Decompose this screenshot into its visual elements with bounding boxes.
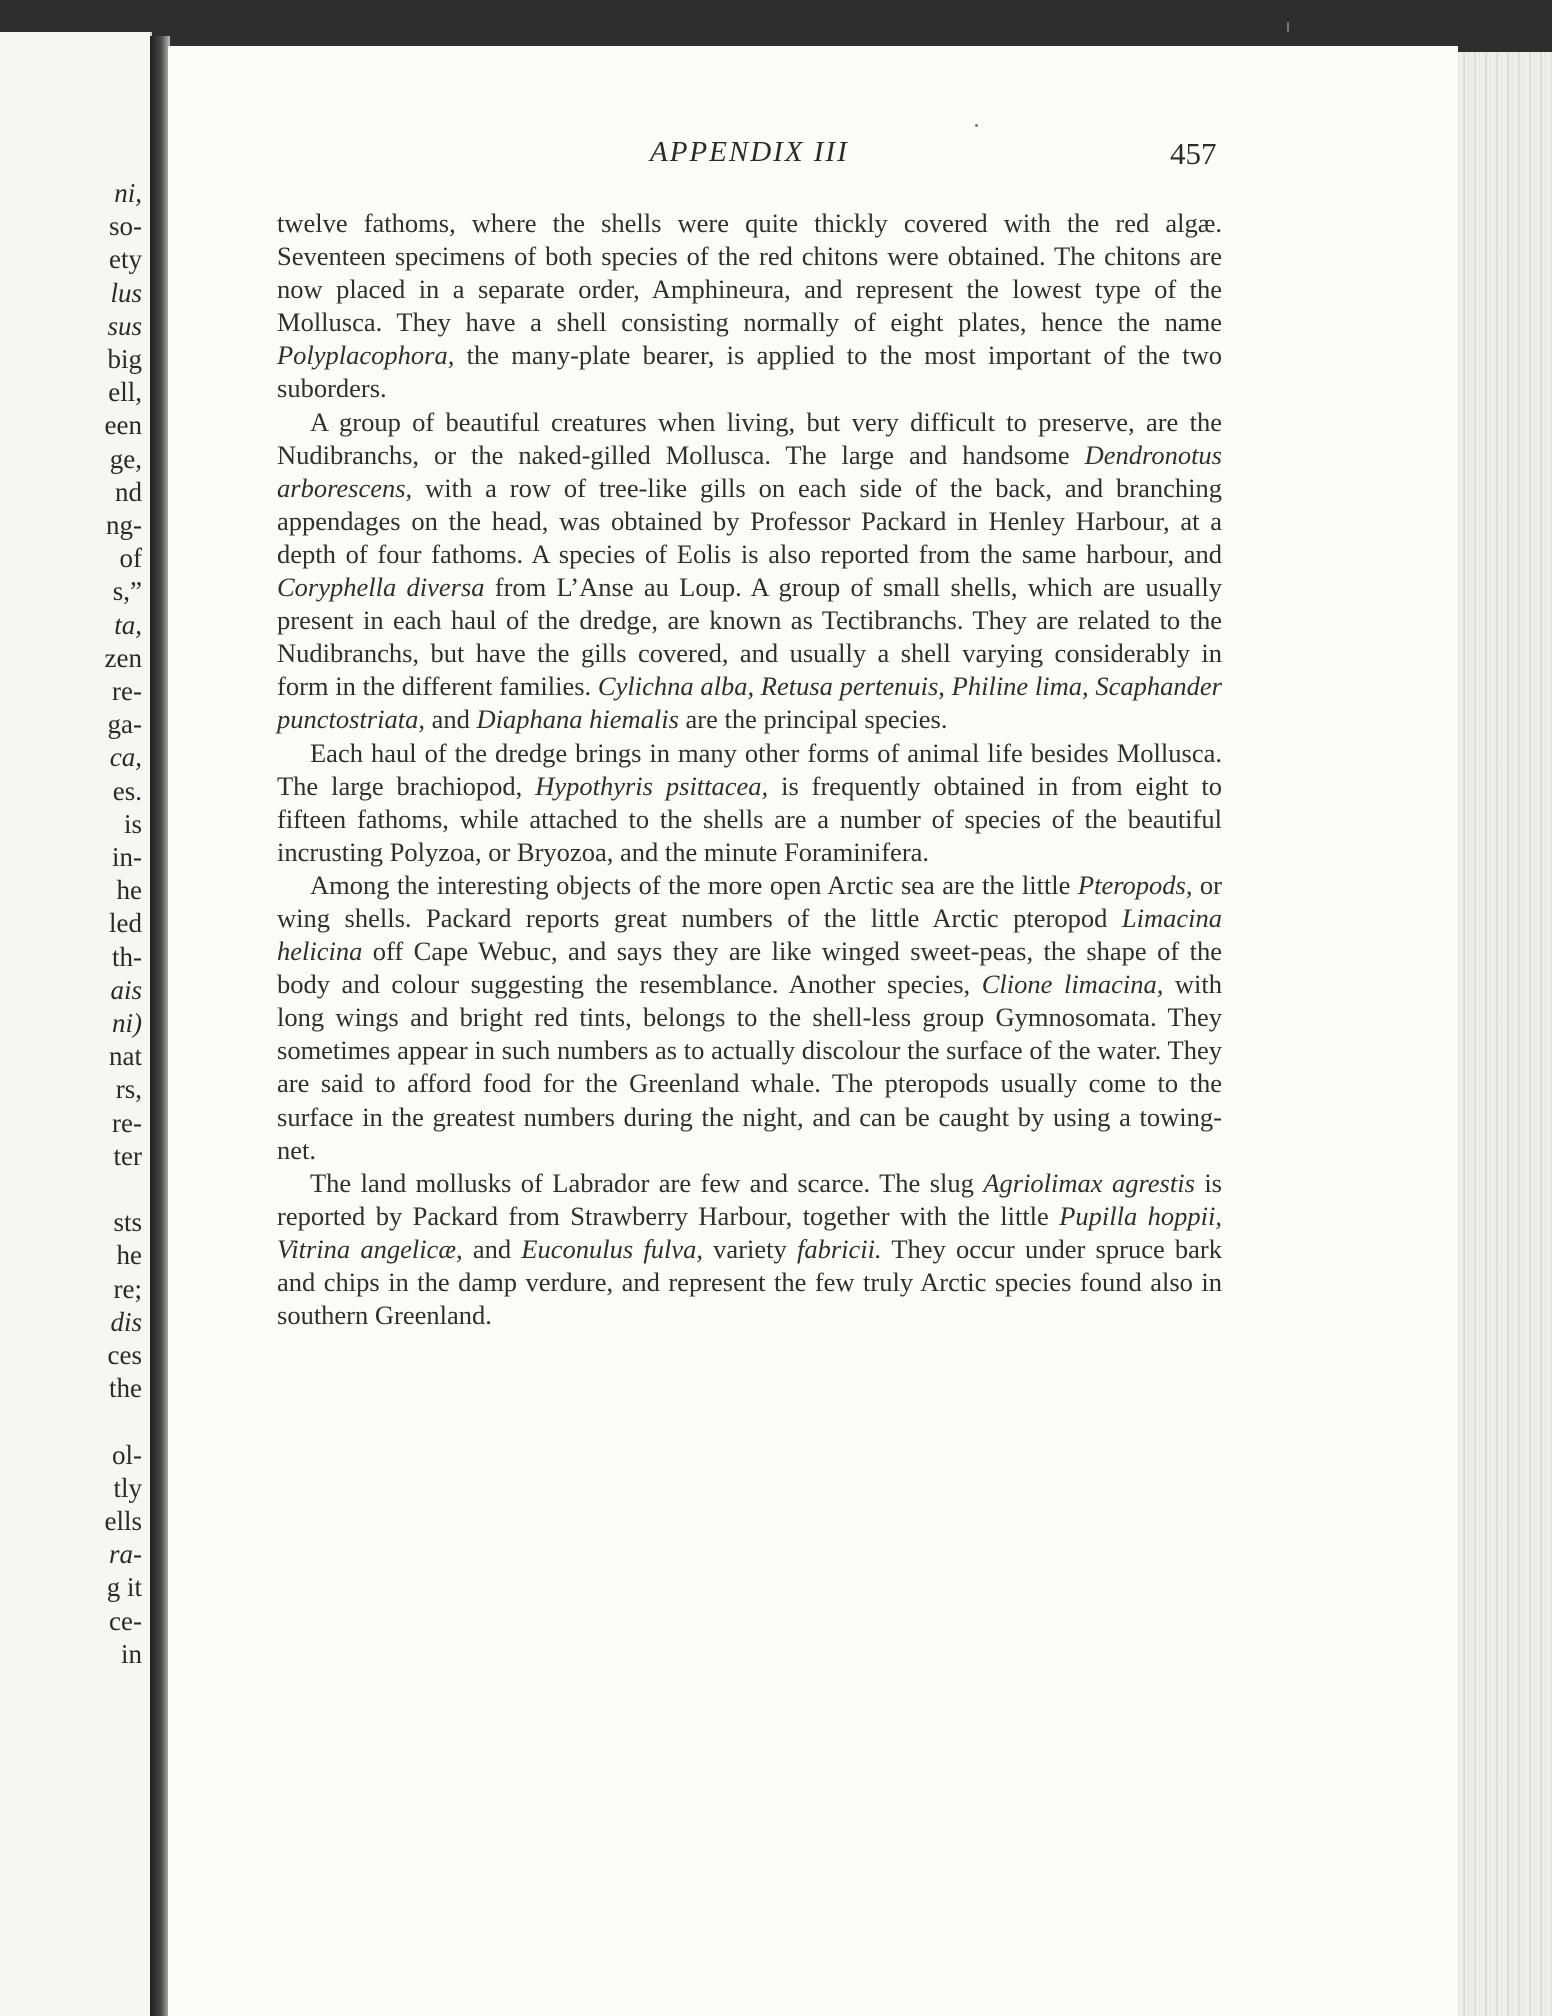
left-page-line-fragment: lus [110, 277, 142, 308]
left-page-line-fragment: ety [109, 244, 142, 275]
left-page-line-fragment: es. [112, 775, 142, 806]
left-page-line-fragment: ais [110, 974, 142, 1005]
italic-term: Euconulus fulva, [521, 1233, 703, 1264]
left-page-line-fragment: he [116, 875, 142, 906]
text-run: Among the interesting objects of the more open Arctic sea are the little [310, 869, 1078, 900]
left-page-line-fragment: re- [112, 1107, 142, 1138]
text-run: twelve fathoms, where the shells were quite thickly covered with the red algæ. Seventeen specimens of both species of the red chitons were obtained. The chitons are now placed in a separate order, Amphineura, and represent the lowest type of the Mollusca. They have a shell consisting normally of eight plates, hence the name [277, 208, 1222, 338]
left-page-line-fragment: the [109, 1373, 142, 1404]
italic-term: Hypothyris psittacea, [535, 770, 769, 801]
italic-term: Limacina helicina [277, 902, 1222, 967]
text-run: They occur under spruce bark and chips in the damp verdure, and represent the few truly Arctic species found also in southern Greenland. [277, 1233, 1223, 1331]
left-page-line-fragment: nd [115, 476, 142, 507]
scan-speck [1287, 22, 1289, 32]
text-run: Each haul of the dredge brings in many other forms of animal life besides Mollusca. The large brachiopod, [277, 737, 1222, 801]
left-page-line-fragment: ol- [112, 1439, 142, 1470]
paragraph [277, 406, 1222, 737]
left-page-line-fragment: he [116, 1240, 142, 1271]
left-page-line-fragment: re- [112, 676, 142, 706]
left-page-line-fragment: ell, [108, 377, 142, 408]
text-run: and [462, 1233, 522, 1264]
italic-term: Agriolimax agrestis [983, 1167, 1195, 1198]
italic-term: Clione limacina, [981, 969, 1164, 1000]
text-run: The land mollusks of Labrador are few and scarce. The slug [310, 1167, 984, 1198]
left-page-line-fragment: ni, [114, 178, 142, 208]
paragraph [277, 1167, 1222, 1332]
scan-speck [975, 124, 978, 127]
left-page-line-fragment: ni) [112, 1008, 142, 1038]
running-head [0, 136, 1552, 176]
left-page-line-fragment: rs, [115, 1074, 142, 1105]
left-page-line-fragment: big [107, 344, 142, 374]
italic-term: fabricii. [796, 1233, 882, 1264]
left-page-line-fragment: g it [106, 1572, 142, 1603]
text-run: the many-plate bearer, is applied to the most important of the two suborders. [277, 340, 1222, 404]
left-page-line-fragment: of [119, 543, 142, 574]
page-number: 457 [1170, 136, 1217, 171]
italic-term: Polyplacophora, [277, 340, 455, 371]
italic-term: Dendronotus arborescens, [277, 439, 1222, 503]
left-page-line-fragment: s,” [112, 576, 142, 607]
running-head-title: APPENDIX III [650, 136, 849, 168]
text-run: A group of beautiful creatures when living, but very difficult to preserve, are the Nudibranchs, or the naked-gilled Mollusca. The large and handsome [277, 406, 1222, 470]
text-run: off Cape Webuc, and says they are like winged sweet-peas, the shape of the body and colour suggesting the resemblance. Another species, [277, 936, 1222, 1000]
left-page-line-fragment: nat [109, 1041, 142, 1072]
facing-page-left [0, 32, 152, 2016]
left-page-line-fragment: in- [112, 842, 142, 872]
italic-term: Coryphella diversa [277, 572, 485, 603]
left-page-line-fragment: in [120, 1638, 142, 1669]
left-page-line-fragment: ta, [114, 609, 142, 640]
text-run: with a row of tree-like gills on each side of the back, and branching appendages on the head, was obtained by Professor Packard in Henley Harbour, at a depth of four fathoms. A species of Eolis is also reported from the same harbour, and [277, 472, 1222, 569]
left-page-line-fragment: sus [107, 310, 142, 341]
left-page-line-fragment: een [104, 410, 142, 441]
left-page-line-fragment: is [123, 808, 142, 839]
left-page-line-fragment: th- [112, 941, 142, 972]
left-page-line-fragment: ga- [107, 709, 142, 740]
italic-term: Cylichna alba, Retusa pertenuis, Philine lima, Scaphander punctostriata, [277, 671, 1222, 735]
left-page-line-fragment: ter [113, 1140, 142, 1171]
left-page-line-fragment: so- [109, 211, 142, 242]
text-run: is frequently obtained in from eight to fifteen fathoms, while attached to the shells are a number of species of the beautiful incrusting Polyzoa, or Bryozoa, and the minute Foraminifera. [277, 770, 1223, 867]
text-run: with long wings and bright red tints, belongs to the shell-less group Gymnosomata. They sometimes appear in such numbers as to actually discolour the surface of the water. They are said to afford food for the Greenland whale. The pteropods usually come to the surface in the greatest numbers during the night, and can be caught by using a towing-net. [277, 969, 1222, 1165]
body-text [277, 207, 1222, 1332]
text-run: are the principal species. [678, 704, 948, 735]
left-page-line-fragment: led [109, 908, 142, 939]
left-page-line-fragment: ra- [109, 1539, 142, 1570]
left-page-line-fragment: sts [113, 1207, 142, 1238]
text-run: from L’Anse au Loup. A group of small shells, which are usually present in each haul of the dredge, are known as Tectibranchs. They are related to the Nudibranchs, but have the gills covered, and usually a shell varying considerably in form in the different families. [277, 572, 1222, 702]
italic-term: Pupilla hoppii, Vitrina angelicæ, [277, 1200, 1223, 1264]
left-page-line-fragment: ge, [109, 443, 142, 474]
left-page-line-fragment: ces [107, 1340, 142, 1370]
left-page-line-fragment: ng- [106, 510, 142, 540]
italic-term: Diaphana hiemalis [476, 704, 679, 735]
italic-term: Pteropods, [1077, 869, 1193, 900]
book-gutter [150, 36, 170, 2016]
text-run: and [424, 704, 477, 735]
left-page-line-fragment: tly [113, 1472, 142, 1503]
left-page-line-fragment: ce- [109, 1605, 142, 1636]
left-page-line-fragment: zen [104, 642, 142, 673]
left-page-line-fragment: re; [113, 1273, 142, 1304]
paragraph [277, 207, 1222, 406]
paragraph [277, 737, 1222, 869]
left-page-line-fragment: ells [104, 1506, 142, 1536]
text-run: or wing shells. Packard reports great numbers of the little Arctic pteropod [277, 869, 1223, 933]
page-edges [1458, 52, 1552, 2016]
paragraph [277, 869, 1222, 1167]
text-run: variety [702, 1233, 797, 1264]
left-page-line-fragment: ca, [109, 742, 142, 773]
text-run: is reported by Packard from Strawberry Harbour, together with the little [277, 1167, 1222, 1231]
left-page-line-fragment: dis [110, 1306, 142, 1337]
